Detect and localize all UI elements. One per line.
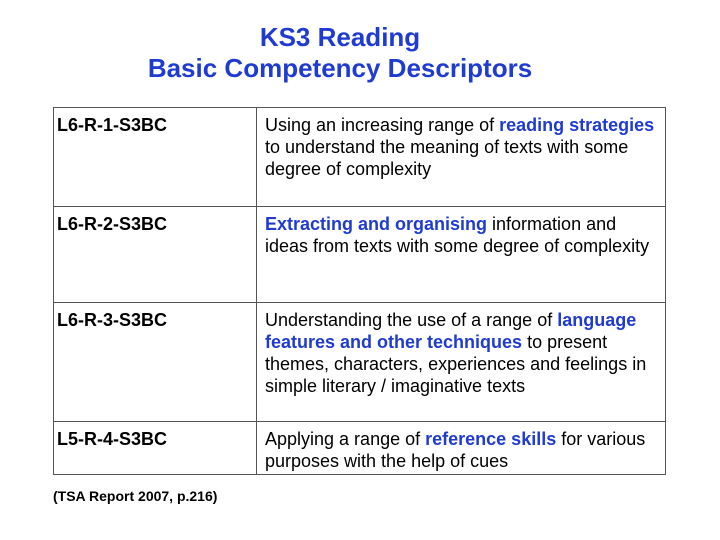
title-line-1: KS3 Reading: [259, 22, 421, 52]
table-row: [54, 422, 666, 475]
descriptor-text-post: to understand the meaning of texts with some degree of complexity: [265, 137, 629, 179]
descriptor-text-post: information and ideas from texts with some degree of complexity: [265, 214, 650, 256]
descriptor-highlight: language features and other techniques: [265, 310, 637, 352]
descriptor-text-pre: Understanding the use of a range of: [265, 310, 558, 330]
descriptor-text-pre: Using an increasing range of: [265, 115, 500, 135]
descriptor-code: L5-R-4-S3BC: [54, 422, 257, 475]
descriptor-text: [257, 422, 666, 475]
descriptor-text-post: for various purposes with the help of cues: [265, 429, 646, 471]
descriptor-text: [257, 108, 666, 207]
source-citation: (TSA Report 2007, p.216): [53, 488, 218, 504]
table-row: [54, 108, 666, 207]
descriptor-text-post: to present themes, characters, experiences and feelings in simple literary / imaginative texts: [265, 332, 647, 396]
slide-title: [0, 22, 680, 84]
descriptor-highlight: Extracting and organising: [265, 214, 488, 234]
descriptor-highlight: reading strategies: [499, 115, 655, 135]
descriptor-text: [257, 303, 666, 422]
descriptor-code: L6-R-2-S3BC: [54, 207, 257, 303]
title-line-2: Basic Competency Descriptors: [147, 53, 533, 83]
descriptor-text-pre: Applying a range of: [265, 429, 426, 449]
descriptor-highlight: reference skills: [425, 429, 557, 449]
table-row: [54, 207, 666, 303]
descriptor-code: L6-R-1-S3BC: [54, 108, 257, 207]
table-row: [54, 303, 666, 422]
descriptor-text: [257, 207, 666, 303]
descriptor-code: L6-R-3-S3BC: [54, 303, 257, 422]
descriptor-table: [53, 107, 666, 475]
